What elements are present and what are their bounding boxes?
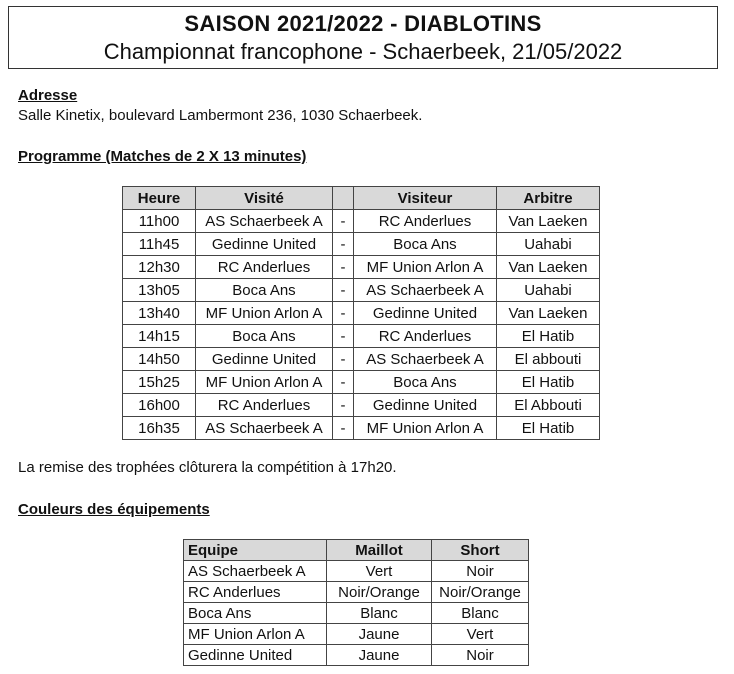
- match-row: [123, 279, 600, 302]
- match-row: [123, 417, 600, 440]
- address-text: Salle Kinetix, boulevard Lambermont 236, 1030 Schaerbeek.: [18, 107, 423, 124]
- match-away: MF Union Arlon A: [354, 417, 497, 440]
- match-time: 12h30: [123, 256, 196, 279]
- match-referee: El abbouti: [497, 348, 600, 371]
- kits-table: [183, 539, 529, 666]
- programme-heading: Programme (Matches de 2 X 13 minutes): [18, 148, 307, 165]
- match-away: Gedinne United: [354, 394, 497, 417]
- title-box: [8, 6, 718, 69]
- col-heure: Heure: [123, 187, 196, 210]
- match-home: MF Union Arlon A: [196, 371, 333, 394]
- kit-shirt: Jaune: [327, 624, 432, 645]
- match-home: AS Schaerbeek A: [196, 210, 333, 233]
- trophy-note: La remise des trophées clôturera la compétition à 17h20.: [18, 459, 397, 476]
- kit-shirt: Vert: [327, 561, 432, 582]
- match-away: RC Anderlues: [354, 210, 497, 233]
- match-time: 13h05: [123, 279, 196, 302]
- col-visite: Visité: [196, 187, 333, 210]
- match-referee: El Hatib: [497, 325, 600, 348]
- kits-header-row: [184, 540, 529, 561]
- match-separator: -: [333, 256, 354, 279]
- kit-shorts: Noir: [432, 645, 529, 666]
- match-time: 14h15: [123, 325, 196, 348]
- match-separator: -: [333, 394, 354, 417]
- match-time: 13h40: [123, 302, 196, 325]
- kit-row: [184, 603, 529, 624]
- match-row: [123, 233, 600, 256]
- kit-team: RC Anderlues: [184, 582, 327, 603]
- match-separator: -: [333, 279, 354, 302]
- match-home: Gedinne United: [196, 348, 333, 371]
- programme-header-row: [123, 187, 600, 210]
- match-time: 16h35: [123, 417, 196, 440]
- match-time: 11h45: [123, 233, 196, 256]
- match-home: Boca Ans: [196, 279, 333, 302]
- match-row: [123, 256, 600, 279]
- kit-team: MF Union Arlon A: [184, 624, 327, 645]
- match-home: RC Anderlues: [196, 394, 333, 417]
- match-away: Boca Ans: [354, 371, 497, 394]
- kit-shorts: Vert: [432, 624, 529, 645]
- match-row: [123, 348, 600, 371]
- match-separator: -: [333, 210, 354, 233]
- address-heading: Adresse: [18, 87, 78, 104]
- match-home: MF Union Arlon A: [196, 302, 333, 325]
- kit-shorts: Noir/Orange: [432, 582, 529, 603]
- match-referee: El Abbouti: [497, 394, 600, 417]
- col-equipe: Equipe: [184, 540, 327, 561]
- match-row: [123, 302, 600, 325]
- match-referee: El Hatib: [497, 371, 600, 394]
- match-referee: Van Laeken: [497, 302, 600, 325]
- match-home: AS Schaerbeek A: [196, 417, 333, 440]
- match-away: RC Anderlues: [354, 325, 497, 348]
- match-away: AS Schaerbeek A: [354, 348, 497, 371]
- match-time: 15h25: [123, 371, 196, 394]
- match-separator: -: [333, 325, 354, 348]
- page-subtitle: Championnat francophone - Schaerbeek, 21/05/2022: [103, 39, 623, 64]
- col-separator: [333, 187, 354, 210]
- kit-shorts: Blanc: [432, 603, 529, 624]
- match-referee: Van Laeken: [497, 210, 600, 233]
- match-home: RC Anderlues: [196, 256, 333, 279]
- kit-row: [184, 645, 529, 666]
- match-time: 14h50: [123, 348, 196, 371]
- kit-row: [184, 561, 529, 582]
- col-visiteur: Visiteur: [354, 187, 497, 210]
- match-row: [123, 210, 600, 233]
- kit-shirt: Jaune: [327, 645, 432, 666]
- col-short: Short: [432, 540, 529, 561]
- match-away: AS Schaerbeek A: [354, 279, 497, 302]
- match-referee: Uahabi: [497, 233, 600, 256]
- match-separator: -: [333, 302, 354, 325]
- kit-shorts: Noir: [432, 561, 529, 582]
- match-referee: Van Laeken: [497, 256, 600, 279]
- match-home: Boca Ans: [196, 325, 333, 348]
- match-home: Gedinne United: [196, 233, 333, 256]
- match-row: [123, 325, 600, 348]
- match-separator: -: [333, 371, 354, 394]
- kit-team: Boca Ans: [184, 603, 327, 624]
- match-time: 16h00: [123, 394, 196, 417]
- match-away: Gedinne United: [354, 302, 497, 325]
- match-row: [123, 394, 600, 417]
- col-maillot: Maillot: [327, 540, 432, 561]
- kit-shirt: Noir/Orange: [327, 582, 432, 603]
- match-separator: -: [333, 348, 354, 371]
- programme-table: [122, 186, 600, 440]
- match-time: 11h00: [123, 210, 196, 233]
- col-arbitre: Arbitre: [497, 187, 600, 210]
- kits-heading: Couleurs des équipements: [18, 501, 210, 518]
- kit-shirt: Blanc: [327, 603, 432, 624]
- kit-team: Gedinne United: [184, 645, 327, 666]
- match-away: Boca Ans: [354, 233, 497, 256]
- kit-row: [184, 624, 529, 645]
- match-referee: Uahabi: [497, 279, 600, 302]
- page-title: SAISON 2021/2022 - DIABLOTINS: [184, 11, 542, 36]
- match-separator: -: [333, 417, 354, 440]
- match-away: MF Union Arlon A: [354, 256, 497, 279]
- kit-row: [184, 582, 529, 603]
- match-row: [123, 371, 600, 394]
- match-referee: El Hatib: [497, 417, 600, 440]
- match-separator: -: [333, 233, 354, 256]
- kit-team: AS Schaerbeek A: [184, 561, 327, 582]
